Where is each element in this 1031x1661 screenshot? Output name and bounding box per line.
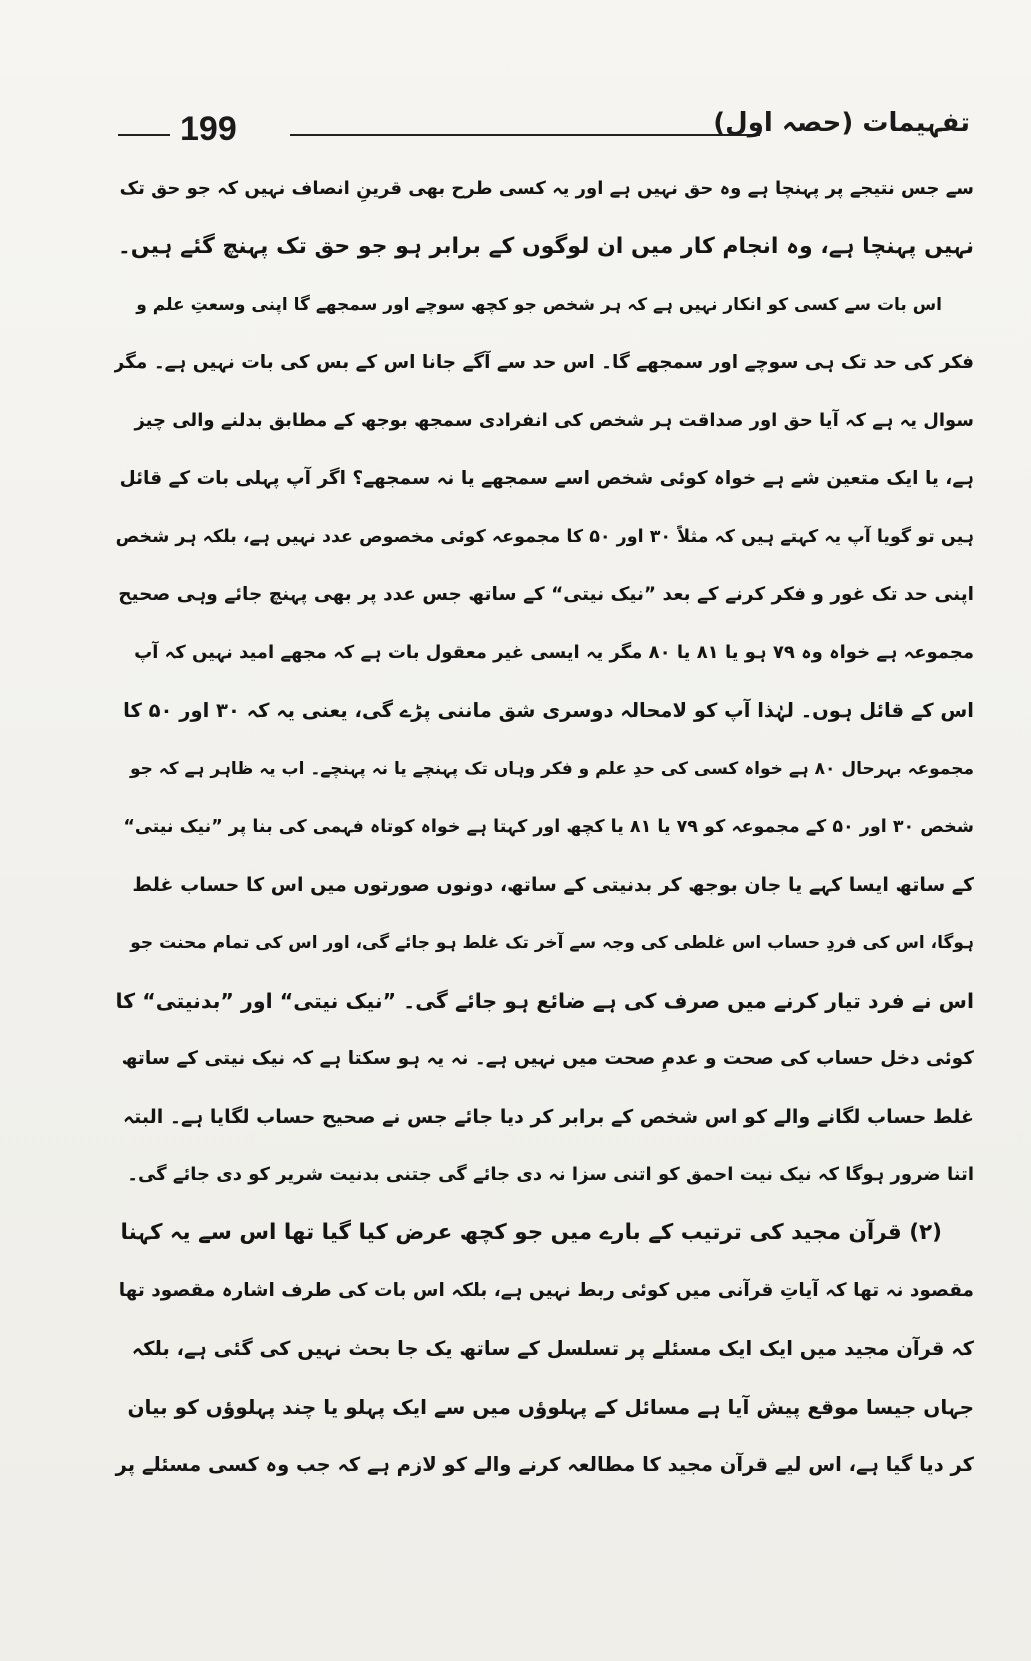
text-line: مجموعہ بہرحال ۸۰ ہے خواہ کسی کی حدِ علم و فکر وہاں تک پہنچے یا نہ پہنچے۔ اب یہ ظاہر ہے کہ جو <box>129 759 974 779</box>
text-line: شخص ۳۰ اور ۵۰ کے مجموعہ کو ۷۹ یا ۸۱ یا کچھ اور کہتا ہے خواہ کوتاہ فہمی کی بنا پر ”نیک نیتی“ <box>123 817 974 837</box>
text-line: کوئی دخل حساب کی صحت و عدمِ صحت میں نہیں ہے۔ نہ یہ ہو سکتا ہے کہ نیک نیتی کے ساتھ <box>121 1048 974 1069</box>
text-line: جہاں جیسا موقع پیش آیا ہے مسائل کے پہلوؤں میں سے ایک پہلو یا چند پہلوؤں کو بیان <box>127 1395 974 1419</box>
text-line: کر دیا گیا ہے، اس لیے قرآن مجید کا مطالعہ کرنے والے کو لازم ہے کہ جب وہ کسی مسئلے پر <box>115 1453 974 1476</box>
text-line: اس نے فرد تیار کرنے میں صرف کی ہے ضائع ہو جائے گی۔ ”نیک نیتی“ اور ”بدنیتی“ کا <box>115 989 974 1013</box>
header-rule <box>290 134 760 136</box>
text-line: اپنی حد تک غور و فکر کرنے کے بعد ”نیک نیتی“ کے ساتھ جس عدد پر بھی پہنچ جائے وہی صحیح <box>118 584 974 605</box>
text-line: مجموعہ ہے خواہ وہ ۷۹ ہو یا ۸۱ یا ۸۰ مگر یہ ایسی غیر معقول بات ہے کہ مجھے امید نہیں کہ آپ <box>134 642 974 663</box>
running-title: تفہیمات (حصہ اول) <box>713 108 970 138</box>
text-line: غلط حساب لگانے والے کو اس شخص کے برابر کر دیا جائے جس نے صحیح حساب لگایا ہے۔ البتہ <box>122 1106 974 1128</box>
text-line: (۲) قرآن مجید کی ترتیب کے بارے میں جو کچھ عرض کیا گیا تھا اس سے یہ کہنا <box>120 1220 942 1245</box>
page-header <box>118 108 970 152</box>
text-line: ہے، یا ایک متعین شے ہے خواہ کوئی شخص اسے سمجھے یا نہ سمجھے؟ اگر آپ پہلی بات کے قائل <box>119 468 974 489</box>
text-line: مقصود نہ تھا کہ آیاتِ قرآنی میں کوئی ربط نہیں ہے، بلکہ اس بات کی طرف اشارہ مقصود تھا <box>118 1280 974 1301</box>
text-line: اتنا ضرور ہوگا کہ نیک نیت احمق کو اتنی سزا نہ دی جائے گی جتنی بدنیت شریر کو دی جائے گی۔ <box>127 1164 974 1185</box>
text-line: ہیں تو گویا آپ یہ کہتے ہیں کہ مثلاً ۳۰ اور ۵۰ کا مجموعہ کوئی مخصوص عدد نہیں ہے، بلکہ ہر شخص <box>115 527 974 547</box>
text-line: سوال یہ ہے کہ آیا حق اور صداقت ہر شخص کی انفرادی سمجھ بوجھ کے مطابق بدلنے والی چیز <box>134 410 974 431</box>
text-line: کے ساتھ ایسا کہے یا جان بوجھ کر بدنیتی کے ساتھ، دونوں صورتوں میں اس کا حساب غلط <box>132 874 974 896</box>
text-line: اس کے قائل ہوں۔ لہٰذا آپ کو لامحالہ دوسری شق ماننی پڑے گی، یعنی یہ کہ ۳۰ اور ۵۰ کا <box>123 699 974 722</box>
text-line: فکر کی حد تک ہی سوچے اور سمجھے گا۔ اس حد سے آگے جانا اس کے بس کی بات نہیں ہے۔ مگر <box>114 352 974 373</box>
text-line: سے جس نتیجے پر پہنچا ہے وہ حق نہیں ہے اور یہ کسی طرح بھی قرینِ انصاف نہیں کہ جو حق تک <box>119 178 974 199</box>
text-line: نہیں پہنچا ہے، وہ انجام کار میں ان لوگوں کے برابر ہو جو حق تک پہنچ گئے ہیں۔ <box>117 234 974 259</box>
body-text <box>114 160 974 1494</box>
text-line: اس بات سے کسی کو انکار نہیں ہے کہ ہر شخص جو کچھ سوچے اور سمجھے گا اپنی وسعتِ علم و <box>136 295 942 315</box>
text-line: ہوگا، اس کی فردِ حساب اس غلطی کی وجہ سے آخر تک غلط ہو جائے گی، اور اس کی تمام محنت جو <box>130 933 974 953</box>
text-line: کہ قرآن مجید میں ایک ایک مسئلے پر تسلسل کے ساتھ یک جا بحث نہیں کی گئی ہے، بلکہ <box>131 1337 974 1360</box>
page-number: 199 <box>180 110 237 148</box>
header-rule-left <box>118 134 170 136</box>
